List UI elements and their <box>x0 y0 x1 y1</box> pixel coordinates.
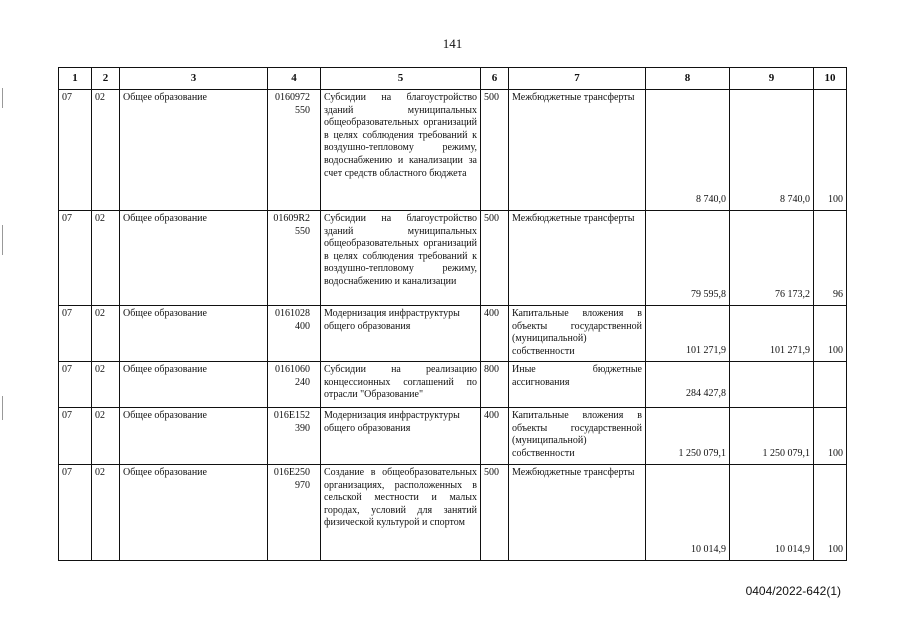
page-number: 141 <box>442 36 463 51</box>
column-header: 1 <box>59 68 92 90</box>
expense-type-name: Межбюджетные трансферты <box>509 90 646 211</box>
execution-percent <box>814 362 847 408</box>
section-code: 07 <box>59 306 92 362</box>
approved-amount: 8 740,0 <box>646 90 730 211</box>
expense-type-code: 500 <box>481 465 509 561</box>
table-row <box>59 465 847 561</box>
section-code: 07 <box>59 408 92 465</box>
expense-description: Создание в общеобразовательных организациях, расположенных в сельской местности и малых городах, условий для занятий физической культурой и спортом <box>321 465 481 561</box>
execution-percent: 100 <box>814 90 847 211</box>
target-article-code: 01609R2 550 <box>268 211 321 306</box>
scan-edge-mark <box>2 396 3 420</box>
approved-amount: 101 271,9 <box>646 306 730 362</box>
section-name: Общее образование <box>120 465 268 561</box>
target-article-code: 016E250 970 <box>268 465 321 561</box>
execution-percent: 100 <box>814 465 847 561</box>
expense-type-name: Капитальные вложения в объекты государственной (муниципальной) собственности <box>509 408 646 465</box>
executed-amount: 76 173,2 <box>730 211 814 306</box>
column-header: 9 <box>730 68 814 90</box>
section-name: Общее образование <box>120 362 268 408</box>
column-header: 4 <box>268 68 321 90</box>
approved-amount: 284 427,8 <box>646 362 730 408</box>
scan-edge-mark <box>2 88 3 108</box>
table-row <box>59 408 847 465</box>
column-header: 3 <box>120 68 268 90</box>
column-header: 6 <box>481 68 509 90</box>
expense-type-name: Иные бюджетные ассигнования <box>509 362 646 408</box>
subsection-code: 02 <box>92 306 120 362</box>
target-article-code: 0160972 550 <box>268 90 321 211</box>
subsection-code: 02 <box>92 211 120 306</box>
approved-amount: 10 014,9 <box>646 465 730 561</box>
section-name: Общее образование <box>120 408 268 465</box>
section-code: 07 <box>59 465 92 561</box>
execution-percent: 100 <box>814 408 847 465</box>
subsection-code: 02 <box>92 408 120 465</box>
target-article-code: 016E152 390 <box>268 408 321 465</box>
section-code: 07 <box>59 90 92 211</box>
expense-type-code: 500 <box>481 211 509 306</box>
expense-description: Модернизация инфраструктуры общего образования <box>321 408 481 465</box>
expense-type-name: Капитальные вложения в объекты государственной (муниципальной) собственности <box>509 306 646 362</box>
column-header: 10 <box>814 68 847 90</box>
budget-table <box>58 67 847 561</box>
expense-description: Модернизация инфраструктуры общего образования <box>321 306 481 362</box>
column-header: 5 <box>321 68 481 90</box>
approved-amount: 1 250 079,1 <box>646 408 730 465</box>
execution-percent: 100 <box>814 306 847 362</box>
expense-type-code: 400 <box>481 306 509 362</box>
column-header: 8 <box>646 68 730 90</box>
execution-percent: 96 <box>814 211 847 306</box>
expense-description: Субсидии на реализацию концессионных соглашений по отрасли "Образование" <box>321 362 481 408</box>
scan-edge-mark <box>2 225 3 255</box>
section-code: 07 <box>59 362 92 408</box>
expense-type-code: 400 <box>481 408 509 465</box>
header-row <box>59 68 847 90</box>
expense-description: Субсидии на благоустройство зданий муниципальных общеобразовательных организаций в целях соблюдения требований к воздушно-тепловому режиму, водоснабжению и канализации за счет средств областного бюджета <box>321 90 481 211</box>
subsection-code: 02 <box>92 362 120 408</box>
table-row <box>59 306 847 362</box>
executed-amount: 1 250 079,1 <box>730 408 814 465</box>
column-header: 7 <box>509 68 646 90</box>
document-code: 0404/2022-642(1) <box>745 584 841 598</box>
executed-amount <box>730 362 814 408</box>
section-name: Общее образование <box>120 306 268 362</box>
executed-amount: 10 014,9 <box>730 465 814 561</box>
table-row <box>59 90 847 211</box>
expense-type-code: 800 <box>481 362 509 408</box>
section-name: Общее образование <box>120 90 268 211</box>
expense-type-name: Межбюджетные трансферты <box>509 465 646 561</box>
section-name: Общее образование <box>120 211 268 306</box>
column-header: 2 <box>92 68 120 90</box>
expense-type-code: 500 <box>481 90 509 211</box>
expense-description: Субсидии на благоустройство зданий муниципальных общеобразовательных организаций в целях соблюдения требований к воздушно-тепловому режиму, водоснабжению и канализации <box>321 211 481 306</box>
section-code: 07 <box>59 211 92 306</box>
target-article-code: 0161060 240 <box>268 362 321 408</box>
subsection-code: 02 <box>92 90 120 211</box>
approved-amount: 79 595,8 <box>646 211 730 306</box>
subsection-code: 02 <box>92 465 120 561</box>
executed-amount: 8 740,0 <box>730 90 814 211</box>
target-article-code: 0161028 400 <box>268 306 321 362</box>
executed-amount: 101 271,9 <box>730 306 814 362</box>
table-row <box>59 362 847 408</box>
table-row <box>59 211 847 306</box>
expense-type-name: Межбюджетные трансферты <box>509 211 646 306</box>
